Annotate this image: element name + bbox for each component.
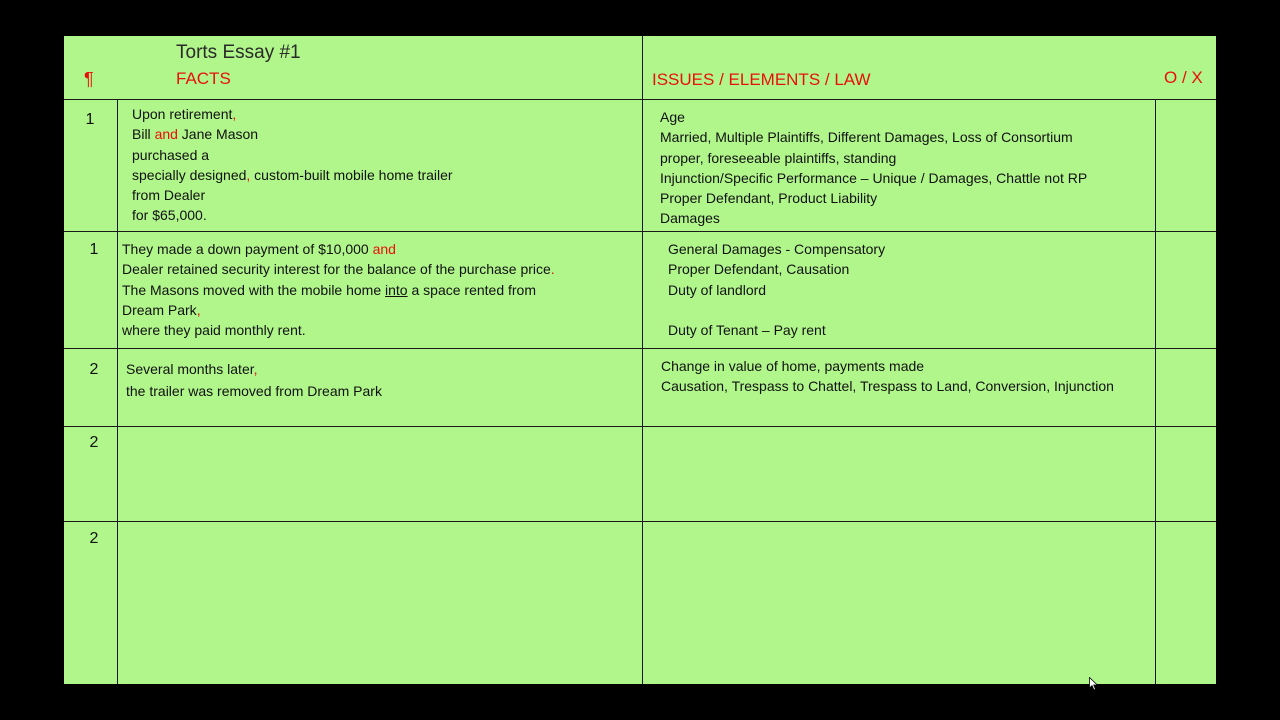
issue-line: Duty of landlord [668,281,767,298]
issue-line: Causation, Trespass to Chattel, Trespass to Land, Conversion, Injunction [661,378,1114,395]
fact-fragment: Several months later [126,361,254,377]
issue-line: Age [660,109,685,125]
fact-fragment: purchased a [132,146,210,163]
facts-header: FACTS [176,69,231,88]
fact-line [122,320,555,340]
fact-line [122,300,555,320]
essay-slide [64,36,1216,684]
row-divider-1 [64,231,1216,232]
issue-line: Duty of Tenant – Pay rent [668,322,826,339]
fact-fragment: , [253,361,258,377]
ox-header: O / X [1164,68,1203,87]
fact-line [122,280,555,300]
row-number: 2 [89,530,99,547]
fact-fragment: Upon retirement [132,106,233,122]
issues-ox-divider [1155,99,1156,684]
issue-line: Married, Multiple Plaintiffs, Different Damages, Loss of Consortium [660,129,1073,146]
row-number: 1 [89,241,99,258]
fact-fragment: specially designed [132,166,247,183]
paragraph-symbol: ¶ [84,69,94,89]
issue-line [668,300,885,320]
issue-line: proper, foreseeable plaintiffs, standing [660,149,897,166]
fact-fragment: for $65,000. [132,207,207,224]
issue-line: Proper Defendant, Product Liability [660,190,878,207]
row-number: 2 [89,361,99,378]
facts-cell [122,239,555,340]
facts-cell [126,358,382,402]
fact-fragment: , [196,301,201,318]
row-divider-4 [64,521,1216,522]
fact-fragment: . [550,261,555,278]
fact-fragment: Bill [132,126,155,143]
issue-line: Injunction/Specific Performance – Unique / Damages, Chattle not RP [660,169,1088,186]
fact-fragment: Jane Mason [177,126,259,143]
fact-fragment: The Masons moved with the mobile home [122,281,386,298]
fact-fragment: , [246,166,251,183]
fact-fragment: and [372,241,396,257]
fact-line [126,380,382,402]
issue-line: Damages [660,210,720,227]
fact-fragment: into [385,281,408,298]
fact-line [122,239,555,259]
fact-fragment: Dealer retained security interest for the balance of the purchase price [122,261,551,278]
fact-line [132,165,453,185]
fact-fragment: custom-built mobile home trailer [250,166,453,183]
fact-line [132,185,453,205]
issues-cell [668,239,885,340]
fact-fragment: from Dealer [132,187,206,204]
issue-line: General Damages - Compensatory [668,241,886,257]
fact-fragment: and [154,126,178,143]
row-divider-2 [64,348,1216,349]
fact-fragment: where they paid monthly rent. [122,322,306,339]
facts-issues-divider [642,36,643,684]
page-title: Torts Essay #1 [176,42,301,63]
fact-line [132,145,453,165]
header-divider [64,99,1216,100]
number-facts-divider [117,99,118,684]
fact-fragment: the trailer was removed from Dream Park [126,383,382,399]
row-number: 1 [85,111,95,128]
fact-fragment: a space rented from [407,281,536,298]
issues-header: ISSUES / ELEMENTS / LAW [652,70,871,89]
issue-line: Change in value of home, payments made [661,358,925,374]
fact-line [132,124,453,144]
fact-line [126,358,382,380]
fact-fragment: They made a down payment of $10,000 [122,241,373,257]
issues-cell [661,356,1114,397]
issues-cell [660,107,1087,229]
facts-cell [132,104,453,226]
mouse-cursor-icon [1089,677,1099,691]
row-number: 2 [89,434,99,451]
fact-line [132,104,453,124]
issue-line: Proper Defendant, Causation [668,261,850,278]
fact-line [132,205,453,225]
fact-fragment: , [232,106,237,122]
fact-line [122,259,555,279]
row-divider-3 [64,426,1216,427]
fact-fragment: Dream Park [122,301,197,318]
